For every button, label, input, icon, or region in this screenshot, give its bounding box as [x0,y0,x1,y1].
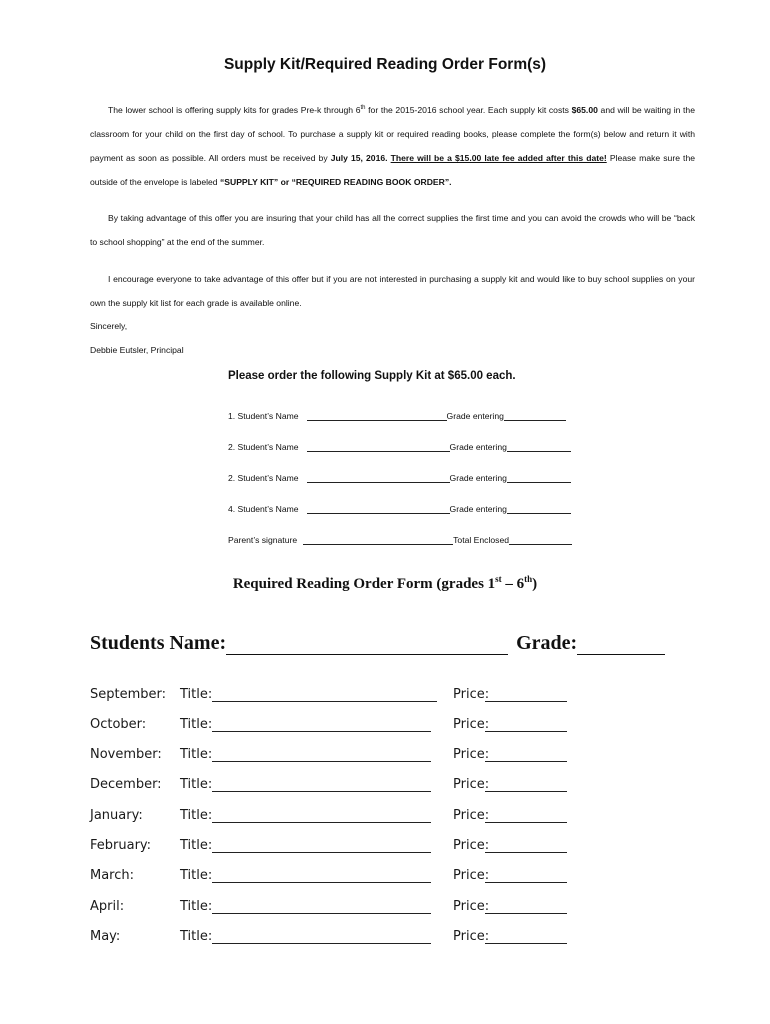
month-label: September: [90,687,167,702]
price-label: Price: [453,808,490,823]
grade-entering-field[interactable] [507,441,571,452]
book-title-field[interactable] [212,687,437,702]
price-field[interactable] [485,868,567,883]
p1-text-e: Please make sure the outside of the envelope is labeled [90,153,696,187]
title-label: Title: [180,687,213,702]
month-label: January: [90,808,143,823]
title-label: Title: [180,808,213,823]
kit-row-1 [228,410,566,421]
price-label: Price: [453,687,490,702]
students-name-label: Students Name: [90,632,227,654]
kit-row-3 [228,472,571,483]
grade-label: Grade: [516,632,578,654]
price-field[interactable] [485,929,567,944]
grade-entering-label: Grade entering [449,442,507,452]
grade-entering-field[interactable] [507,503,571,514]
price-label: Price: [453,838,490,853]
title-label: Title: [180,929,213,944]
student-name-field[interactable] [307,410,447,421]
price-label: Price: [453,777,490,792]
price-field[interactable] [485,747,567,762]
total-enclosed-label: Total Enclosed [453,535,510,545]
p1-deadline-date: July 15, 2016. [330,153,388,163]
month-label: December: [90,777,162,792]
grade-entering-label: Grade entering [449,473,507,483]
grade-field[interactable] [577,636,665,655]
book-title-field[interactable] [212,808,431,823]
price-field[interactable] [485,687,567,702]
title-label: Title: [180,868,213,883]
p1-late-fee-notice: There will be a $15.00 late fee added after this date! [390,153,607,163]
p1-text-b: for the 2015-2016 school year. Each supply kit costs [365,105,572,115]
form-title: Supply Kit/Required Reading Order Form(s) [223,56,547,73]
supply-kit-heading: Please order the following Supply Kit at $65.00 each. [228,370,516,382]
letter-paragraph-3: I encourage everyone to take advantage of this offer but if you are not interested in purchasing a supply kit and would like to buy school supplies on your own the supply kit list for each grade is available online. [90,274,695,308]
price-label: Price: [453,747,490,762]
kit-row-4 [228,503,571,514]
p1-superscript: th [360,105,366,112]
grade-entering-field[interactable] [504,410,566,421]
letter-paragraph-2: By taking advantage of this offer you are insuring that your child has all the correct supplies the first time and you can avoid the crowds who will be “back to school shopping” at the end of the summer. [90,213,695,247]
book-title-field[interactable] [212,747,431,762]
kit-row-parent [228,534,572,545]
grade-entering-label: Grade entering [449,504,507,514]
p1-price: $65.00 [571,105,598,115]
letter-closing: Sincerely, [90,321,128,331]
p1-text-c: and will be waiting in the classroom for your child on the first day of school. To purchase a supply kit or required reading books, please complete the form(s) below and return it with payment as soon as possible. All orders must be received by [90,105,695,163]
price-field[interactable] [485,777,567,792]
book-title-field[interactable] [212,838,431,853]
kit-row-2 [228,441,571,452]
parent-signature-field[interactable] [303,534,453,545]
p1-text-a: The lower school is offering supply kits for grades Pre-k through 6 [108,105,361,115]
student-name-field[interactable] [307,472,450,483]
price-field[interactable] [485,808,567,823]
students-name-row [90,632,665,655]
price-field[interactable] [485,899,567,914]
total-enclosed-field[interactable] [509,534,572,545]
rr-heading-text-b: – 6 [501,576,525,592]
student-name-field[interactable] [307,441,450,452]
title-label: Title: [180,747,213,762]
kit-row-label: 2. Student’s Name [228,442,299,452]
kit-row-label: 1. Student’s Name [228,411,299,421]
month-label: February: [90,838,152,853]
price-label: Price: [453,868,490,883]
price-label: Price: [453,717,490,732]
kit-row-label: Parent’s signature [228,535,298,545]
letter-signature: Debbie Eutsler, Principal [90,345,184,355]
month-label: October: [90,717,147,732]
grade-entering-label: Grade entering [446,411,504,421]
rr-heading-text-c: ) [532,576,538,592]
book-title-field[interactable] [212,929,431,944]
price-field[interactable] [485,717,567,732]
letter-body [90,98,695,194]
kit-row-label: 2. Student’s Name [228,473,299,483]
book-title-field[interactable] [212,899,431,914]
book-title-field[interactable] [212,717,431,732]
students-name-field[interactable] [226,636,508,655]
month-label: March: [90,868,135,883]
title-label: Title: [180,838,213,853]
price-label: Price: [453,899,490,914]
rr-heading-sup-1: st [495,574,502,584]
grade-entering-field[interactable] [507,472,571,483]
letter-paragraph-1 [90,98,695,194]
letter-paragraph-2-wrap [90,206,695,254]
title-label: Title: [180,899,213,914]
rr-heading-sup-2: th [524,574,533,584]
price-field[interactable] [485,838,567,853]
letter-closing-wrap [90,314,695,362]
p1-envelope-labels: “SUPPLY KIT” or “REQUIRED READING BOOK ORDER”. [219,177,452,187]
student-name-field[interactable] [307,503,450,514]
month-label: November: [90,747,162,762]
price-label: Price: [453,929,490,944]
letter-paragraph-3-wrap [90,267,695,315]
title-label: Title: [180,777,213,792]
month-label: May: [90,929,121,944]
book-title-field[interactable] [212,868,431,883]
rr-heading-text-a: Required Reading Order Form (grades 1 [232,576,496,592]
month-label: April: [90,899,125,914]
book-title-field[interactable] [212,777,431,792]
title-label: Title: [180,717,213,732]
required-reading-heading [0,576,770,593]
kit-row-label: 4. Student’s Name [228,504,299,514]
